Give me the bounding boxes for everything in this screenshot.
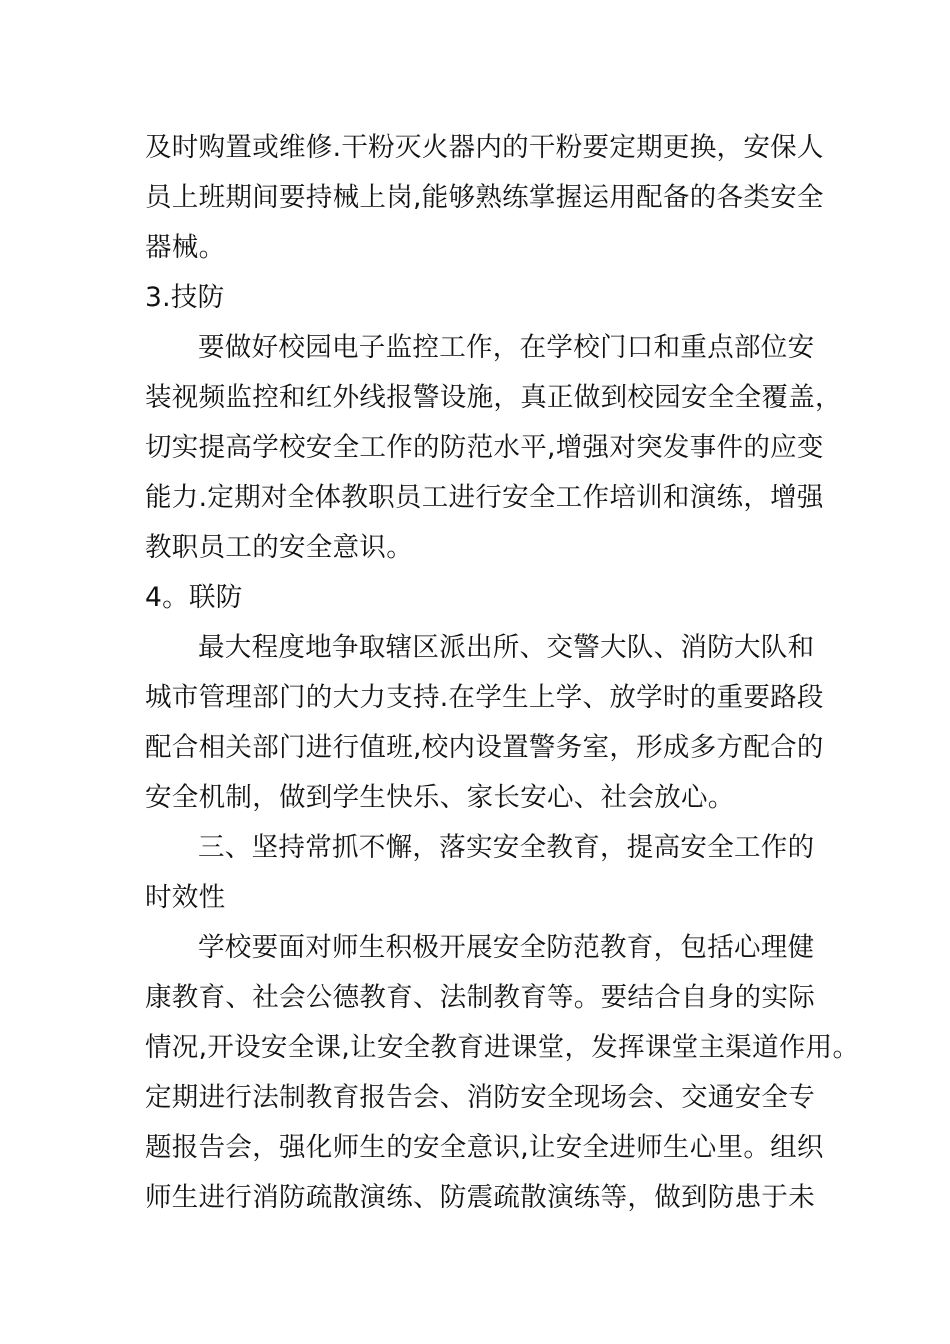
text-line: 情况,开设安全课,让安全教育进课堂，发挥课堂主渠道作用。 — [145, 1032, 860, 1063]
section-heading: 时效性 — [145, 882, 226, 913]
text-line: 康教育、社会公德教育、法制教育等。要结合自身的实际 — [145, 982, 815, 1013]
text-line: 定期进行法制教育报告会、消防安全现场会、交通安全专 — [145, 1082, 815, 1113]
text-line: 师生进行消防疏散演练、防震疏散演练等，做到防患于未 — [145, 1182, 815, 1213]
text-line: 器械。 — [145, 232, 226, 263]
text-line: 员上班期间要持械上岗,能够熟练掌握运用配备的各类安全 — [145, 182, 824, 213]
text-line: 及时购置或维修.干粉灭火器内的干粉要定期更换，安保人 — [145, 132, 824, 163]
section-heading: 三、坚持常抓不懈，落实安全教育，提高安全工作的 — [198, 832, 815, 863]
text-line: 切实提高学校安全工作的防范水平,增强对突发事件的应变 — [145, 432, 824, 463]
section-heading: 3.技防 — [145, 282, 225, 313]
section-heading: 4。联防 — [145, 582, 243, 613]
text-line: 城市管理部门的大力支持.在学生上学、放学时的重要路段 — [145, 682, 824, 713]
text-line: 教职员工的安全意识。 — [145, 532, 413, 563]
text-line: 题报告会，强化师生的安全意识,让安全进师生心里。组织 — [145, 1132, 824, 1163]
text-line: 学校要面对师生积极开展安全防范教育，包括心理健 — [198, 932, 815, 963]
text-line: 能力.定期对全体教职员工进行安全工作培训和演练，增强 — [145, 482, 824, 513]
text-line: 配合相关部门进行值班,校内设置警务室，形成多方配合的 — [145, 732, 824, 763]
text-line: 安全机制，做到学生快乐、家长安心、社会放心。 — [145, 782, 735, 813]
text-line: 最大程度地争取辖区派出所、交警大队、消防大队和 — [198, 632, 815, 663]
text-line: 要做好校园电子监控工作，在学校门口和重点部位安 — [198, 332, 815, 363]
text-line: 装视频监控和红外线报警设施，真正做到校园安全全覆盖， — [145, 382, 842, 413]
